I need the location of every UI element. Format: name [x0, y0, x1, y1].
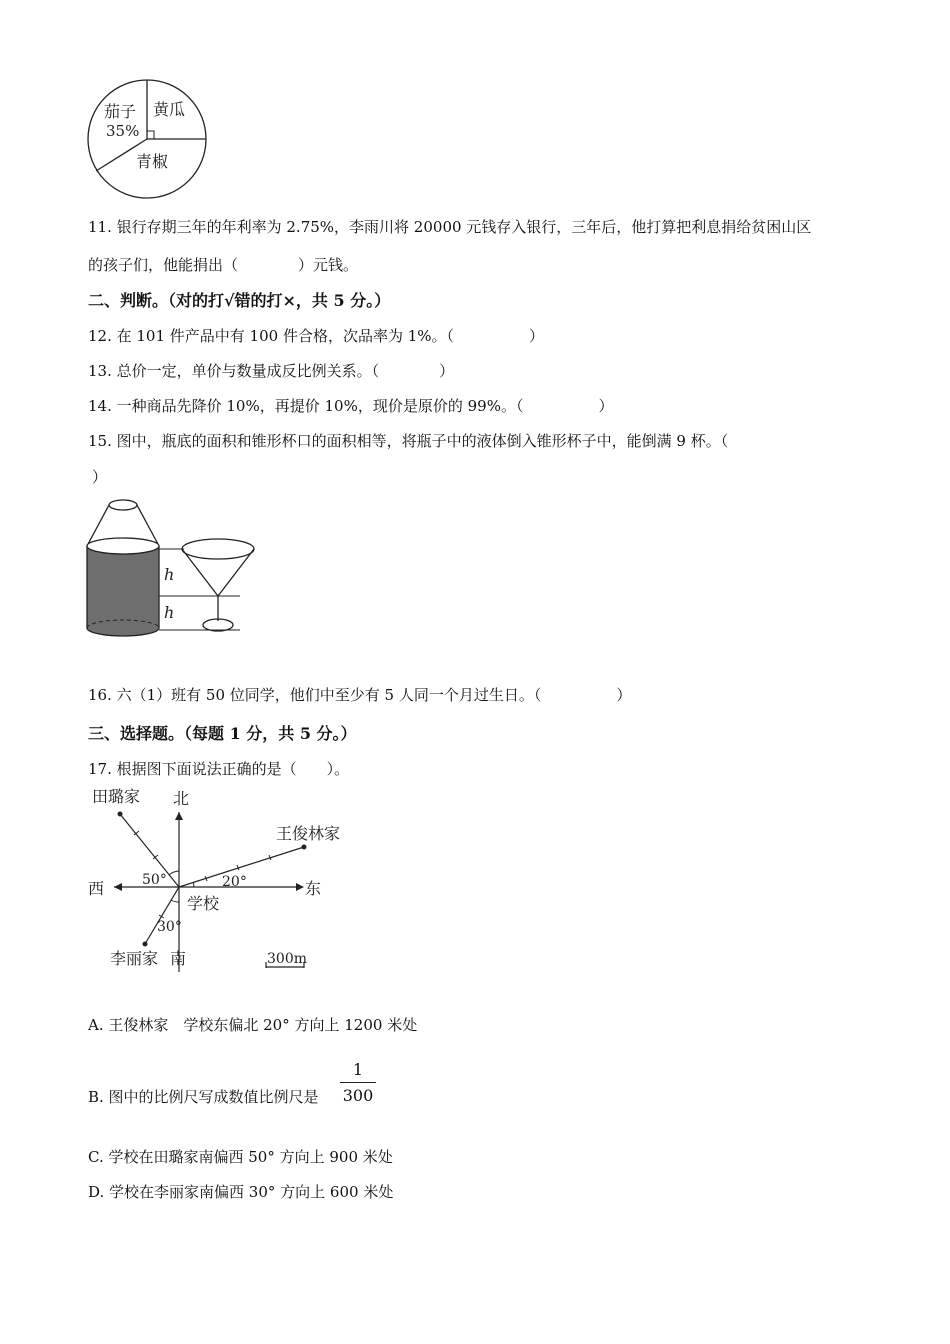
map-label-south: 南 — [170, 949, 187, 968]
map-label-wang: 王俊林家 — [276, 824, 341, 843]
map-label-school: 学校 — [187, 894, 220, 913]
option-b-fraction — [340, 1058, 376, 1109]
q13-text: 13. 总价一定，单价与数量成反比例关系。（ ） — [88, 362, 455, 380]
h-label-bottom: h — [164, 603, 175, 622]
section2-heading: 二、判断。（对的打√错的打×，共 5 分。） — [88, 291, 391, 310]
section3-heading: 三、选择题。（每题 1 分，共 5 分。） — [88, 724, 357, 743]
map-label-angle30: 30° — [157, 919, 182, 935]
pie-label-pepper: 青椒 — [136, 152, 169, 171]
map-label-angle50: 50° — [142, 872, 167, 888]
map-label-angle20: 20° — [222, 874, 247, 890]
option-d: D. 学校在李丽家南偏西 30° 方向上 600 米处 — [88, 1183, 394, 1201]
option-b: B. 图中的比例尺写成数值比例尺是 — [88, 1088, 319, 1106]
option-c: C. 学校在田璐家南偏西 50° 方向上 900 米处 — [88, 1148, 393, 1166]
q17-text: 17. 根据图下面说法正确的是（ ）。 — [88, 760, 350, 778]
map-label-north: 北 — [173, 789, 190, 808]
pie-chart — [84, 76, 210, 202]
q15-line1: 15. 图中，瓶底的面积和锥形杯口的面积相等，将瓶子中的液体倒入锥形杯子中，能倒满 9 杯。（ — [88, 432, 729, 450]
pie-label-cucumber: 黄瓜 — [153, 100, 186, 119]
fraction-numerator: 1 — [340, 1058, 376, 1083]
pie-label-eggplant: 茄子 — [104, 102, 137, 121]
option-a: A. 王俊林家 学校东偏北 20° 方向上 1200 米处 — [88, 1016, 418, 1034]
h-label-top: h — [164, 565, 175, 584]
direction-map — [84, 782, 364, 977]
map-label-scale: 300m — [267, 951, 307, 967]
map-label-li: 李丽家 — [110, 949, 159, 968]
bottle-cone-figure — [80, 494, 265, 650]
fraction-denominator: 300 — [342, 1086, 374, 1105]
q12-text: 12. 在 101 件产品中有 100 件合格，次品率为 1%。（ ） — [88, 327, 545, 345]
q15-line2: ） — [92, 468, 108, 486]
map-label-west: 西 — [88, 879, 105, 898]
q11-line2: 的孩子们，他能捐出（ ）元钱。 — [88, 256, 359, 274]
pie-label-eggplant-pct: 35% — [106, 122, 140, 140]
map-label-east: 东 — [305, 879, 322, 898]
map-label-tian: 田璐家 — [92, 787, 141, 806]
q16-text: 16. 六（1）班有 50 位同学，他们中至少有 5 人同一个月过生日。（ ） — [88, 686, 632, 704]
q11-line1: 11. 银行存期三年的年利率为 2.75%，李雨川将 20000 元钱存入银行，三年后，他打算把利息捐给贫困山区 — [88, 218, 812, 236]
q14-text: 14. 一种商品先降价 10%，再提价 10%，现价是原价的 99%。（ ） — [88, 397, 614, 415]
